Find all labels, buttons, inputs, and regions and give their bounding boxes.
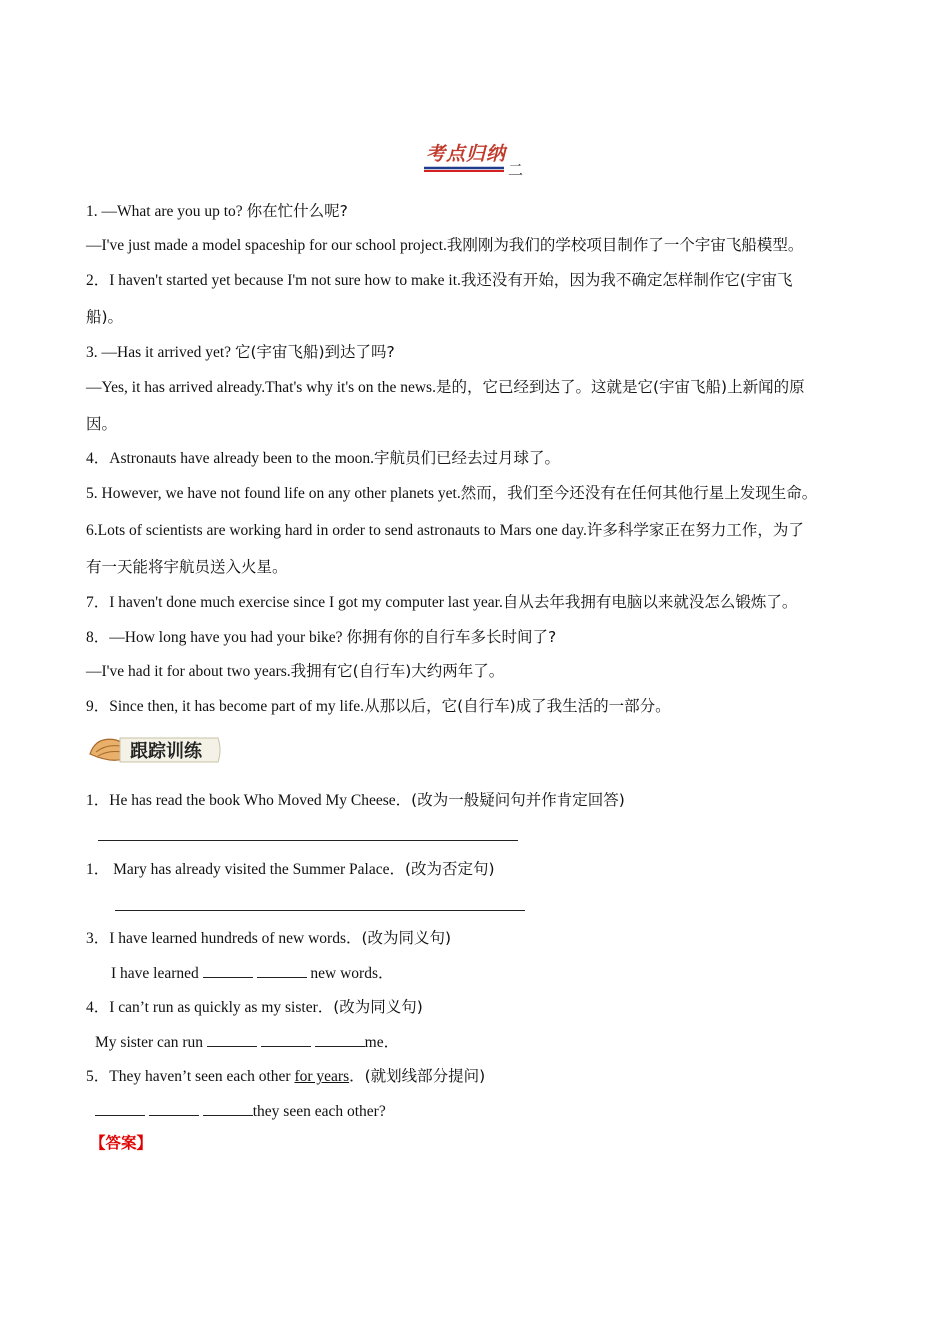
point-8-q: 8．—How long have you had your bike? 你拥有你的自行车多长时间了? <box>86 628 557 646</box>
practice-q5: 5．They haven’t seen each other for years．(就划线部分提问) <box>86 1067 486 1085</box>
point-3-q: 3. —Has it arrived yet? 它(宇宙飞船)到达了吗? <box>86 343 395 361</box>
blank[interactable] <box>149 1101 199 1116</box>
practice-q1: 1．He has read the book Who Moved My Cheese．(改为一般疑问句并作肯定回答) <box>86 791 625 809</box>
blank[interactable] <box>207 1032 257 1047</box>
practice-badge-text: 跟踪训练 <box>130 741 202 762</box>
blank[interactable] <box>203 963 253 978</box>
point-4: 4．Astronauts have already been to the moon.宇航员们已经去过月球了。 <box>86 449 560 467</box>
blank[interactable] <box>203 1101 253 1116</box>
practice-q5-fill: they seen each other? <box>95 1101 386 1122</box>
point-9: 9．Since then, it has become part of my life.从那以后，它(自行车)成了我生活的一部分。 <box>86 697 671 715</box>
blank[interactable] <box>315 1032 365 1047</box>
blank[interactable] <box>261 1032 311 1047</box>
point-8-a: —I've had it for about two years.我拥有它(自行车)大约两年了。 <box>86 662 505 680</box>
point-2: 2．I haven't started yet because I'm not sure how to make it.我还没有开始，因为我不确定怎样制作它(宇宙飞 <box>86 271 793 289</box>
point-1-a: —I've just made a model spaceship for our school project.我刚刚为我们的学校项目制作了一个宇宙飞船模型。 <box>86 236 804 254</box>
point-6: 6.Lots of scientists are working hard in order to send astronauts to Mars one day.许多科学家正在努力工作，为了 <box>86 521 804 539</box>
practice-q1-answer-line[interactable] <box>98 826 518 847</box>
point-3-a: —Yes, it has arrived already.That's why it's on the news.是的，它已经到达了。这就是它(宇宙飞船)上新闻的原 <box>86 378 805 396</box>
point-7: 7．I haven't done much exercise since I got my computer last year.自从去年我拥有电脑以来就没怎么锻炼了。 <box>86 593 798 611</box>
point-1-q: 1. —What are you up to? 你在忙什么呢? <box>86 202 348 220</box>
practice-q3: 3．I have learned hundreds of new words．(改为同义句) <box>86 929 452 947</box>
practice-q2-answer-line[interactable] <box>115 896 525 917</box>
heading-badge-text: 考点归纳 <box>426 143 507 165</box>
practice-badge <box>86 730 224 770</box>
point-5: 5. However, we have not found life on any other planets yet.然而，我们至今还没有在任何其他行星上发现生命。 <box>86 484 818 502</box>
heading-badge <box>424 138 528 178</box>
answer-label: 【答案】 <box>90 1134 153 1152</box>
point-6-cont: 有一天能将宇航员送入火星。 <box>86 558 288 576</box>
heading-suffix: 二 <box>508 161 524 178</box>
practice-q3-fill: I have learned new words． <box>111 965 394 982</box>
point-2-cont: 船)。 <box>86 308 124 326</box>
blank[interactable] <box>257 963 307 978</box>
practice-q4: 4．I can’t run as quickly as my sister．(改为同义句) <box>86 998 423 1016</box>
point-3-cont: 因。 <box>86 415 118 433</box>
practice-q2: 1． Mary has already visited the Summer Palace．(改为否定句) <box>86 860 495 878</box>
blank[interactable] <box>95 1101 145 1116</box>
practice-q4-fill: My sister can run me． <box>95 1034 400 1051</box>
